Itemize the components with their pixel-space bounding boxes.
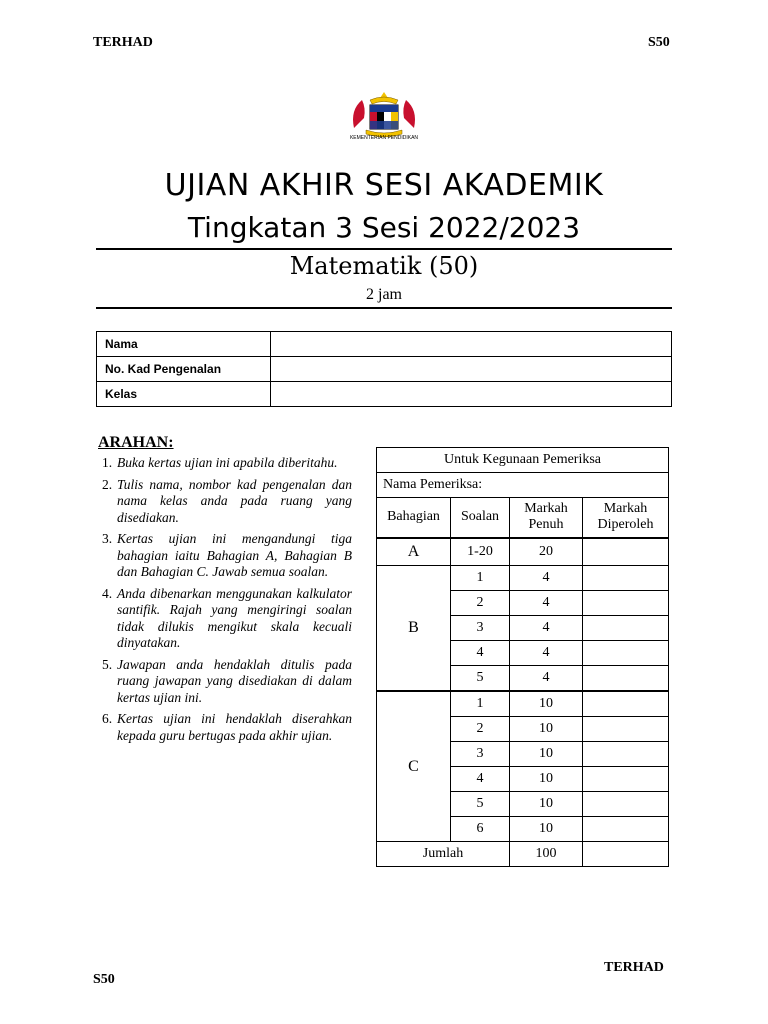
penuh-cell: 4 — [510, 666, 583, 692]
diperoleh-cell[interactable] — [583, 691, 669, 717]
soalan-cell: 2 — [451, 591, 510, 616]
soalan-cell: 4 — [451, 767, 510, 792]
class-field[interactable] — [271, 382, 672, 407]
soalan-cell: 3 — [451, 616, 510, 641]
info-row-kelas — [97, 382, 672, 407]
exam-title: UJIAN AKHIR SESI AKADEMIK — [164, 168, 604, 203]
diperoleh-cell[interactable] — [583, 666, 669, 692]
col-header-soalan: Soalan — [451, 498, 510, 538]
penuh-cell: 10 — [510, 817, 583, 842]
table-row — [377, 473, 669, 498]
table-header-row — [377, 498, 669, 538]
diperoleh-cell[interactable] — [583, 792, 669, 817]
total-value: 100 — [510, 842, 583, 867]
ic-number-field[interactable] — [271, 357, 672, 382]
soalan-cell: 2 — [451, 717, 510, 742]
diperoleh-cell[interactable] — [583, 817, 669, 842]
exam-duration: 2 jam — [366, 286, 402, 303]
diperoleh-cell[interactable] — [583, 742, 669, 767]
col-header-bahagian: Bahagian — [377, 498, 451, 538]
info-label: Nama — [97, 332, 271, 357]
table-total-row — [377, 842, 669, 867]
table-title: Untuk Kegunaan Pemeriksa — [377, 448, 669, 473]
diperoleh-cell[interactable] — [583, 767, 669, 792]
soalan-cell: 1 — [451, 566, 510, 591]
penuh-cell: 10 — [510, 742, 583, 767]
soalan-cell: 1 — [451, 691, 510, 717]
list-item: 4. Anda dibenarkan menggunakan kalkulator santifik. Rajah yang mengiringi soalan tidak dilukis mengikut skala kecuali dinyatakan. — [102, 585, 352, 650]
info-row-ic — [97, 357, 672, 382]
table-row — [377, 566, 669, 591]
footer-classification: TERHAD — [604, 960, 664, 975]
diperoleh-cell[interactable] — [583, 591, 669, 616]
table-row — [377, 448, 669, 473]
list-item: 5. Jawapan anda hendaklah ditulis pada ruang jawapan yang disediakan di dalam kertas ujian ini. — [102, 656, 352, 705]
footer-paper-code: S50 — [93, 972, 115, 987]
soalan-cell: 5 — [451, 792, 510, 817]
soalan-cell: 5 — [451, 666, 510, 692]
instructions-title: ARAHAN: — [98, 434, 174, 451]
col-header-diperoleh: Markah Diperoleh — [583, 498, 669, 538]
exam-session: Tingkatan 3 Sesi 2022/2023 — [187, 211, 581, 244]
header-classification: TERHAD — [93, 35, 153, 50]
diperoleh-cell[interactable] — [583, 717, 669, 742]
col-header-penuh: Markah Penuh — [510, 498, 583, 538]
penuh-cell: 4 — [510, 591, 583, 616]
penuh-cell: 10 — [510, 691, 583, 717]
list-item: 2. Tulis nama, nombor kad pengenalan dan nama kelas anda pada ruang yang disediakan. — [102, 476, 352, 525]
total-label: Jumlah — [377, 842, 510, 867]
examiner-marks-table — [376, 447, 669, 867]
divider-bottom — [96, 307, 672, 309]
diperoleh-cell[interactable] — [583, 616, 669, 641]
soalan-cell: 3 — [451, 742, 510, 767]
list-item: 3. Kertas ujian ini mengandungi tiga bahagian iaitu Bahagian A, Bahagian B dan Bahagian C. Jawab semua soalan. — [102, 531, 352, 579]
name-field[interactable] — [271, 332, 672, 357]
info-label: No. Kad Pengenalan — [97, 357, 271, 382]
penuh-cell: 10 — [510, 767, 583, 792]
info-label: Kelas — [97, 382, 271, 407]
table-row — [377, 538, 669, 566]
section-a-label: A — [377, 538, 451, 566]
penuh-cell: 10 — [510, 717, 583, 742]
examiner-name-label: Nama Pemeriksa: — [377, 473, 669, 498]
subject-title: Matematik (50) — [289, 252, 479, 280]
divider-top — [96, 248, 672, 250]
info-row-nama — [97, 332, 672, 357]
penuh-cell: 10 — [510, 792, 583, 817]
soalan-cell: 4 — [451, 641, 510, 666]
table-row — [377, 691, 669, 717]
section-a-soalan: 1-20 — [451, 538, 510, 566]
candidate-info-table — [96, 331, 672, 407]
logo-caption: KEMENTERIAN PENDIDIKAN — [349, 135, 419, 141]
total-diperoleh[interactable] — [583, 842, 669, 867]
penuh-cell: 4 — [510, 566, 583, 591]
instructions-list — [100, 455, 352, 749]
diperoleh-cell[interactable] — [583, 641, 669, 666]
section-b-label: B — [377, 566, 451, 692]
header-paper-code: S50 — [648, 35, 670, 50]
section-a-diperoleh[interactable] — [583, 538, 669, 566]
list-item: 1. Buka kertas ujian ini apabila diberitahu. — [102, 455, 338, 470]
list-item: 6. Kertas ujian ini hendaklah diserahkan kepada guru bertugas pada akhir ujian. — [102, 711, 352, 743]
diperoleh-cell[interactable] — [583, 566, 669, 591]
section-a-penuh: 20 — [510, 538, 583, 566]
penuh-cell: 4 — [510, 616, 583, 641]
soalan-cell: 6 — [451, 817, 510, 842]
penuh-cell: 4 — [510, 641, 583, 666]
section-c-label: C — [377, 691, 451, 842]
